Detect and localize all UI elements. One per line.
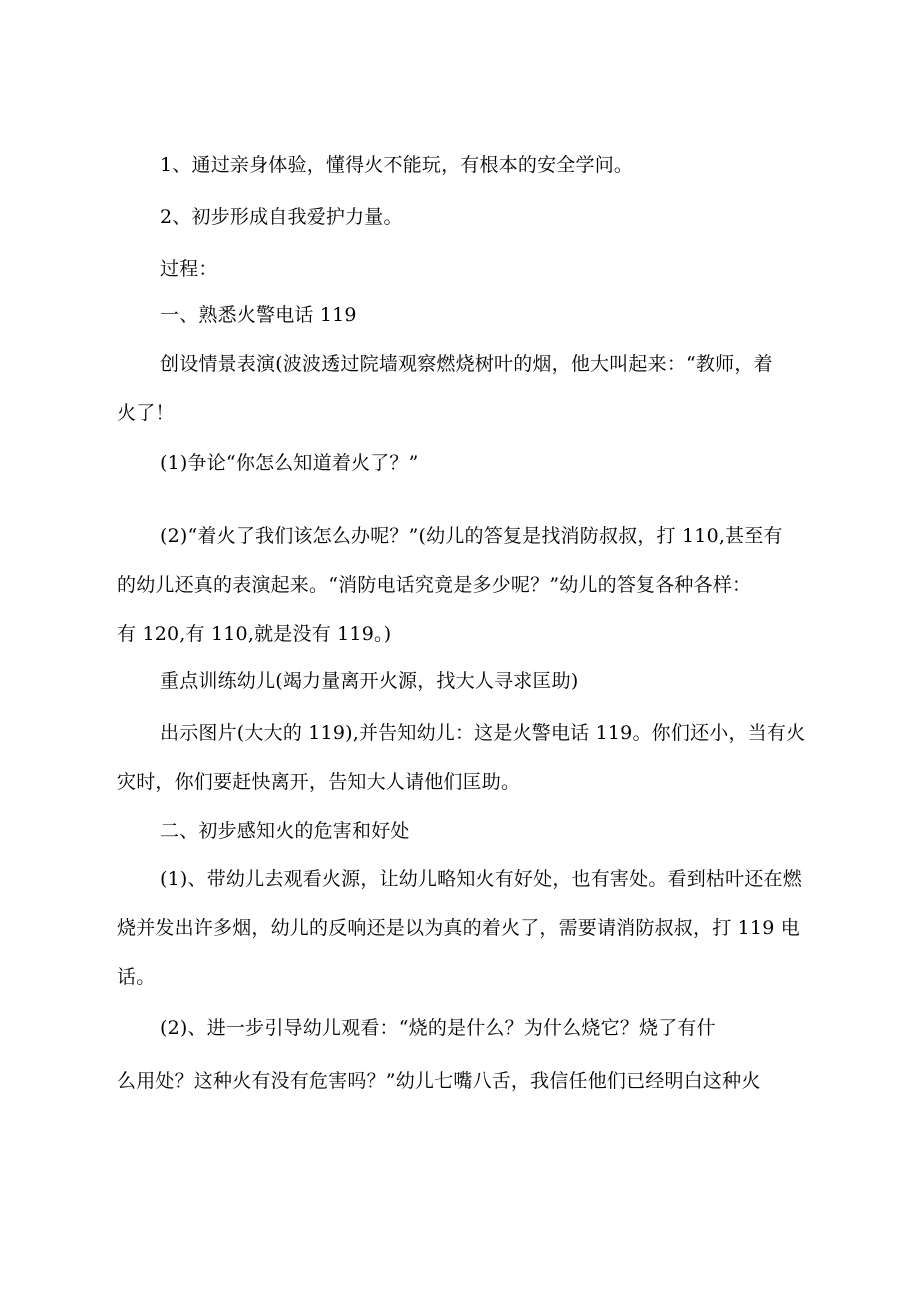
paragraph-line: (2)、进一步引导幼儿观看：“烧的是什么？为什么烧它？烧了有什 [160,1017,716,1039]
paragraph-line: (2)“着火了我们该怎么办呢？”(幼儿的答复是找消防叔叔，打 110,甚至有 [160,525,783,547]
paragraph-line: (1)、带幼儿去观看火源，让幼儿略知火有好处，也有害处。看到枯叶还在燃 [160,868,802,890]
paragraph-line: 烧并发出许多烟，幼儿的反响还是以为真的着火了，需要请消防叔叔，打 119 电 [117,917,800,939]
paragraph-line: 灾时，你们要赶快离开，告知大人请他们匡助。 [117,771,521,793]
section-2-heading: 二、初步感知火的危害和好处 [160,820,410,842]
objective-2: 2、初步形成自我爱护力量。 [160,206,403,228]
paragraph-line: 出示图片(大大的 119),并告知幼儿：这是火警电话 119。你们还小，当有火 [160,722,806,744]
section-1-heading: 一、熟悉火警电话 119 [160,304,357,326]
paragraph-line: 创设情景表演(波波透过院墙观察燃烧树叶的烟，他大叫起来：“教师，着 [160,353,773,375]
paragraph-line: 么用处？这种火有没有危害吗？”幼儿七嘴八舌，我信任他们已经明白这种火 [117,1070,761,1092]
paragraph-line: 火了！ [117,402,175,424]
process-heading: 过程： [160,258,218,280]
paragraph-line: 话。 [117,966,156,988]
paragraph-line: (1)争论“你怎么知道着火了？” [160,452,419,474]
paragraph-line: 的幼儿还真的表演起来。“消防电话究竟是多少呢？”幼儿的答复各种各样： [117,574,752,596]
objective-1: 1、通过亲身体验，懂得火不能玩，有根本的安全学问。 [160,154,634,176]
paragraph-line: 有 120,有 110,就是没有 119。) [117,623,392,645]
paragraph-line: 重点训练幼儿(竭力量离开火源，找大人寻求匡助) [160,670,579,692]
